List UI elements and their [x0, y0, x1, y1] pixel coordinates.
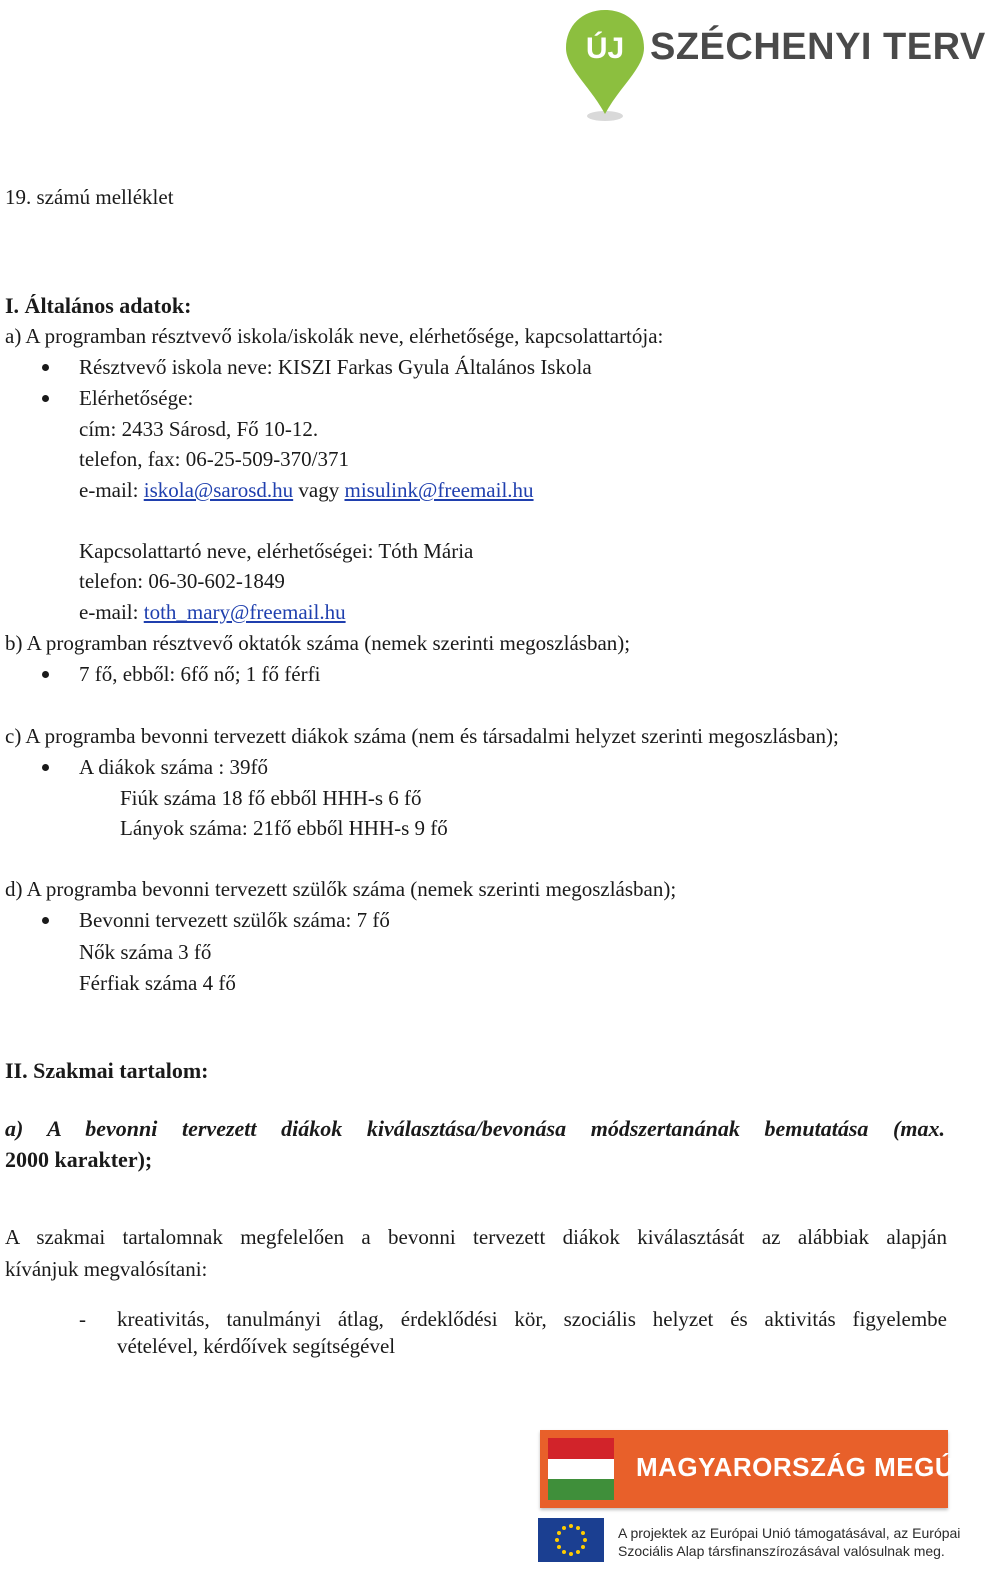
section1-heading: I. Általános adatok: — [5, 293, 192, 318]
section1-d-label: d) A programba bevonni tervezett szülők száma (nemek szerinti megoszlásban); — [5, 877, 677, 901]
section1-a-label: a) A programban résztvevő iskola/iskolák neve, elérhetősége, kapcsolattartója: — [5, 324, 664, 348]
boys-count: Fiúk száma 18 fő ebből HHH-s 6 fő — [120, 786, 422, 810]
school-phone: telefon, fax: 06-25-509-370/371 — [79, 447, 350, 471]
contact-name: Kapcsolattartó neve, elérhetőségei: Tóth Mária — [79, 539, 474, 563]
section1-c-label: c) A programba bevonni tervezett diákok száma (nem és társadalmi helyzet szerinti megoszlásban); — [5, 724, 839, 748]
paragraph-line: kívánjuk megvalósítani: — [5, 1257, 208, 1281]
email-prefix: e-mail: — [79, 478, 144, 502]
criteria-line: kreativitás, tanulmányi átlag, érdeklődési kör, szociális helyzet és aktivitás figyelembe — [117, 1307, 947, 1331]
hungarian-flag-icon — [548, 1438, 614, 1500]
eu-support-line: A projektek az Európai Unió támogatásával, az Európai — [618, 1525, 961, 1541]
girls-count: Lányok száma: 21fő ebből HHH-s 9 fő — [120, 816, 448, 840]
logo-title: SZÉCHENYI TERV — [650, 26, 986, 68]
criteria-line: vételével, kérdőívek segítségével — [117, 1334, 396, 1358]
men-count: Férfiak száma 4 fő — [79, 971, 236, 995]
section2-a-chars: 2000 karakter); — [5, 1147, 153, 1172]
bullet — [42, 395, 49, 402]
section2-heading: II. Szakmai tartalom: — [5, 1058, 209, 1083]
section1-b-label: b) A programban résztvevő oktatók száma (nemek szerinti megoszlásban); — [5, 631, 631, 655]
email-link-school[interactable]: iskola@sarosd.hu — [143, 478, 294, 502]
banner-title: MAGYARORSZÁG MEGÚJUL — [636, 1452, 1005, 1482]
eu-support-text — [618, 1524, 960, 1560]
email-link-contact[interactable]: toth_mary@freemail.hu — [143, 600, 346, 624]
paragraph-line: A szakmai tartalomnak megfelelően a bevonni tervezett diákok kiválasztását az alábbiak alapján — [5, 1225, 947, 1249]
contact-email-prefix: e-mail: — [79, 600, 144, 624]
teachers-count: 7 fő, ebből: 6fő nő; 1 fő férfi — [79, 662, 321, 686]
parents-count: Bevonni tervezett szülők száma: 7 fő — [79, 908, 390, 932]
contact-email-line — [79, 599, 346, 625]
school-name: Résztvevő iskola neve: KISZI Farkas Gyula Általános Iskola — [79, 355, 592, 379]
dash-marker: - — [79, 1307, 86, 1331]
reach-label: Elérhetősége: — [79, 386, 194, 410]
women-count: Nők száma 3 fő — [79, 940, 212, 964]
pin-label: ÚJ — [585, 32, 625, 65]
school-email-line — [79, 477, 534, 503]
contact-phone: telefon: 06-30-602-1849 — [79, 569, 285, 593]
bullet — [42, 764, 49, 771]
bullet — [42, 671, 49, 678]
map-pin-icon — [560, 6, 650, 124]
section2-a-title: a) A bevonni tervezett diákok kiválasztása/bevonása módszertanának bemutatása (max. — [5, 1116, 945, 1141]
bullet — [42, 917, 49, 924]
email-link-misulink[interactable]: misulink@freemail.hu — [344, 478, 534, 502]
eu-support-line: Szociális Alap társfinanszírozásával valósulnak meg. — [618, 1543, 945, 1559]
school-address: cím: 2433 Sárosd, Fő 10-12. — [79, 417, 319, 441]
bullet — [42, 364, 49, 371]
email-or: vagy — [293, 478, 345, 502]
students-count: A diákok száma : 39fő — [79, 755, 268, 779]
annex-label: 19. számú melléklet — [5, 185, 174, 209]
eu-flag-icon — [538, 1518, 604, 1562]
